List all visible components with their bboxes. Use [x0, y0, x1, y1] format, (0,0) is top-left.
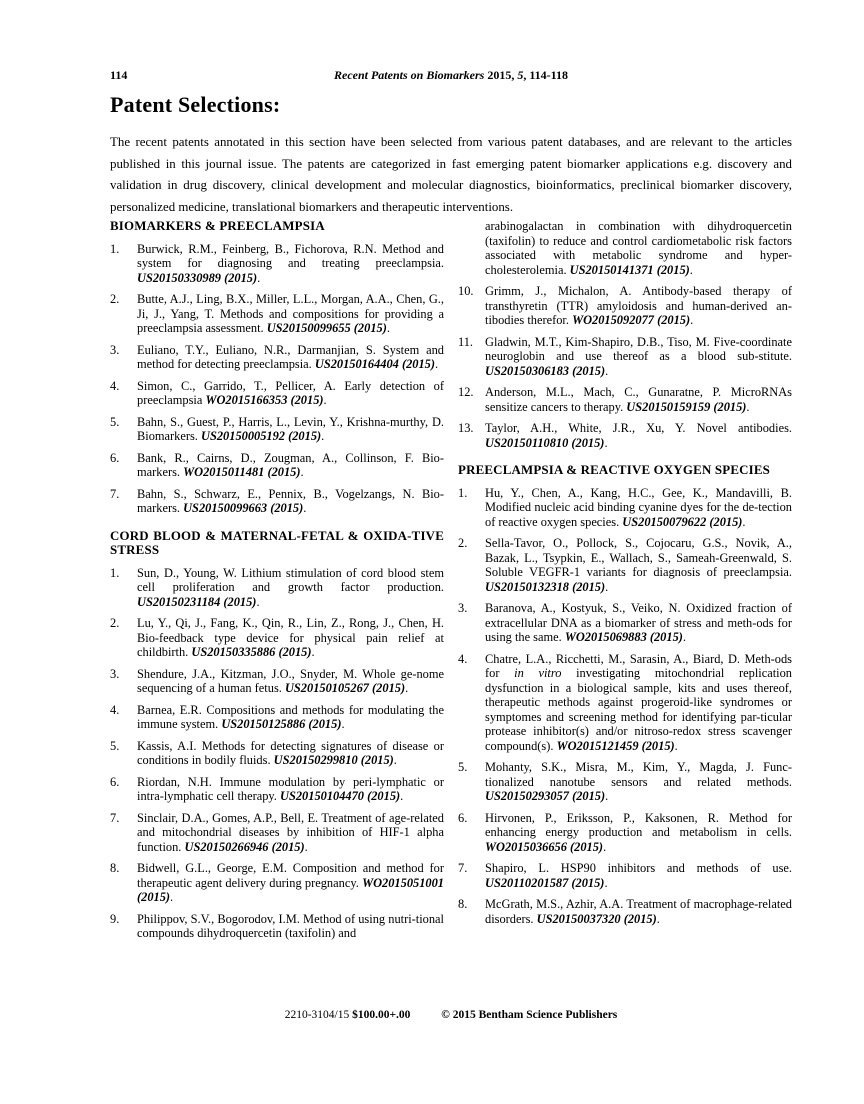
reference-text: Shendure, J.A., Kitzman, J.O., Snyder, M. Whole ge-nome sequencing of a human fetus. US20150105267 (2015).: [137, 666, 444, 695]
reference-number: 6.: [110, 774, 120, 789]
reference-text: Barnea, E.R. Compositions and methods for modulating the immune system. US20150125886 (2015).: [137, 702, 444, 731]
reference-text: Grimm, J., Michalon, A. Antibody-based therapy of transthyretin (TTR) amyloidosis and human-derived an-tibodies therefor. WO2015092077 (2015).: [485, 284, 792, 327]
section-heading: PREECLAMPSIA & REACTIVE OXYGEN SPECIES: [458, 463, 771, 477]
reference-item: [110, 912, 444, 941]
reference-text: Bahn, S., Guest, P., Harris, L., Levin, Y., Krishna-murthy, D. Biomarkers. US20150005192 (2015).: [137, 414, 444, 443]
reference-item: [458, 601, 792, 645]
reference-number: 1.: [110, 565, 120, 580]
reference-item: [110, 487, 444, 516]
reference-text: Butte, A.J., Ling, B.X., Miller, L.L., Morgan, A.A., Chen, G., Ji, J., Yang, T. Methods and compositions for providing a preeclampsia assessment. US20150099655 (2015).: [137, 292, 444, 335]
reference-number: 1.: [110, 241, 120, 256]
intro-paragraph: The recent patents annotated in this section have been selected from various patent databases, and are relevant to the articles published in this journal issue. The patents are categorized in fast emerging patent biomarker applications e.g. discovery and validation in drug discovery, clinical development and molecular diagnostics, bioinformatics, preclinical biomarker discovery, personalized medicine, translational biomarkers and therapeutic interventions.: [110, 135, 792, 214]
reference-item: [458, 652, 792, 754]
reference-number: 8.: [458, 897, 468, 911]
reference-text: Sella-Tavor, O., Pollock, S., Cojocaru, G.S., Novik, A., Bazak, L., Tsypkin, E., Wallach, S., Sameah-Greenwald, S. Soluble VEGFR-1 variants for diagnosis of preeclampsia. US20150132318 (2015).: [485, 536, 792, 594]
copyright-notice: © 2015 Bentham Science Publishers: [441, 1009, 618, 1021]
reference-item: [458, 385, 792, 414]
reference-item: [110, 242, 444, 286]
reference-text: Lu, Y., Qi, J., Fang, K., Qin, R., Lin, Z., Rong, J., Chen, H. Bio-feedback type device for physical pain relief at childbirth. US20150335886 (2015).: [137, 616, 444, 659]
reference-number: 4.: [110, 702, 120, 717]
reference-text: Bahn, S., Schwarz, E., Pennix, B., Vogelzangs, N. Bio-markers. US20150099663 (2015).: [137, 486, 444, 515]
reference-number: 2.: [110, 616, 120, 630]
reference-text: Sun, D., Young, W. Lithium stimulation of cord blood stem cell proliferation and growth factor production. US20150231184 (2015).: [137, 565, 444, 609]
reference-item: [110, 739, 444, 768]
journal-pages: , 114-118: [523, 68, 568, 82]
reference-number: 1.: [458, 485, 468, 500]
reference-number: 4.: [110, 378, 120, 393]
price: $100.00+.00: [352, 1009, 411, 1021]
reference-item: [458, 284, 792, 328]
reference-number: 5.: [458, 760, 468, 774]
reference-item: [110, 415, 444, 444]
page-number: 114: [110, 68, 128, 82]
reference-item: [458, 760, 792, 804]
reference-text: Anderson, M.L., Mach, C., Gunaratne, P. MicroRNAs sensitize cancers to therapy. US20150159159 (2015).: [485, 385, 792, 414]
page-title: Patent Selections:: [110, 92, 281, 117]
reference-number: 2.: [110, 292, 120, 306]
reference-text: Taylor, A.H., White, J.R., Xu, Y. Novel antibodies. US20150110810 (2015).: [485, 421, 792, 450]
reference-number: 2.: [458, 536, 468, 550]
reference-number: 3.: [110, 666, 120, 681]
reference-number: 6.: [458, 810, 468, 825]
section-heading: BIOMARKERS & PREECLAMPSIA: [110, 219, 325, 233]
reference-item: [110, 703, 444, 732]
reference-text: Riordan, N.H. Immune modulation by peri-lymphatic or intra-lymphatic cell therapy. US20150104470 (2015).: [137, 774, 444, 803]
reference-item: [110, 775, 444, 804]
reference-item: [110, 667, 444, 696]
reference-item: [458, 486, 792, 530]
reference-number: 11.: [458, 334, 474, 349]
reference-number: 7.: [110, 486, 120, 501]
running-title: [334, 68, 568, 82]
journal-year: 2015,: [484, 68, 518, 82]
reference-columns: [110, 219, 792, 948]
reference-number: 3.: [110, 342, 120, 357]
reference-item: [458, 861, 792, 890]
reference-item: [110, 343, 444, 372]
reference-item: [458, 811, 792, 855]
reference-item: [110, 616, 444, 660]
reference-text: Bank, R., Cairns, D., Zougman, A., Collinson, F. Bio-markers. WO2015011481 (2015).: [137, 450, 444, 479]
reference-number: 7.: [110, 810, 120, 825]
reference-text: Euliano, T.Y., Euliano, N.R., Darmanjian, S. System and method for detecting preeclampsia. US20150164404 (2015).: [137, 342, 444, 371]
reference-item: [110, 451, 444, 480]
reference-text: Sinclair, D.A., Gomes, A.P., Bell, E. Treatment of age-related and mitochondrial diseases by inhibition of HIF-1 alpha function. US20150266946 (2015).: [137, 810, 444, 854]
section-heading: CORD BLOOD & MATERNAL-FETAL & OXIDA-TIVE STRESS: [110, 528, 444, 557]
left-column: [110, 219, 444, 948]
reference-text: McGrath, M.S., Azhir, A.A. Treatment of macrophage-related disorders. US20150037320 (2015).: [485, 897, 792, 926]
reference-text: Mohanty, S.K., Misra, M., Kim, Y., Magda, J. Func-tionalized nanotube sensors and related methods. US20150293057 (2015).: [485, 760, 792, 803]
reference-number: 6.: [110, 450, 120, 465]
reference-text: Gladwin, M.T., Kim-Shapiro, D.B., Tiso, M. Five-coordinate neuroglobin and use thereof as a blood sub-stitute. US20150306183 (2015).: [485, 334, 792, 378]
reference-text: Bidwell, G.L., George, E.M. Composition and method for therapeutic agent delivery during pregnancy. WO2015051001 (2015).: [137, 861, 444, 904]
reference-number: 5.: [110, 414, 120, 429]
reference-text: Baranova, A., Kostyuk, S., Veiko, N. Oxidized fraction of extracellular DNA as a biomarker of stress and meth-ods for using the same. WO2015069883 (2015).: [485, 601, 792, 644]
reference-item: [110, 861, 444, 905]
reference-text: arabinogalactan in combination with dihydroquercetin (taxifolin) to reduce and control cardiometabolic risk factors associated with metabolic syndrome and hyper-cholesterolemia. US20150141371 (2015).: [485, 219, 792, 277]
reference-item: [110, 566, 444, 610]
reference-number: 9.: [110, 911, 120, 926]
issn-price: [285, 1009, 411, 1021]
reference-item: [110, 292, 444, 336]
reference-text: Hu, Y., Chen, A., Kang, H.C., Gee, K., Mandavilli, B. Modified nucleic acid binding cyanine dyes for the de-tection of reactive oxygen species. US20150079622 (2015).: [485, 485, 792, 529]
journal-volume: 5: [517, 68, 524, 82]
reference-number: 13.: [458, 421, 474, 435]
reference-item: [458, 421, 792, 450]
reference-number: 5.: [110, 738, 120, 753]
reference-text: Philippov, S.V., Bogorodov, I.M. Method of using nutri-tional compounds dihydroquercetin (taxifolin) and: [137, 911, 444, 940]
reference-text: Kassis, A.I. Methods for detecting signatures of disease or conditions in bodily fluids. US20150299810 (2015).: [137, 738, 444, 767]
reference-text: Burwick, R.M., Feinberg, B., Fichorova, R.N. Method and system for diagnosing and treating preeclampsia. US20150330989 (2015).: [137, 241, 444, 285]
page-header: [110, 68, 792, 83]
reference-number: 8.: [110, 861, 120, 875]
reference-item: [458, 536, 792, 594]
reference-number: 4.: [458, 651, 468, 666]
reference-text: Hirvonen, P., Eriksson, P., Kaksonen, R. Method for enhancing energy production and metabolism in cells. WO2015036656 (2015).: [485, 810, 792, 854]
reference-text: Chatre, L.A., Ricchetti, M., Sarasin, A., Biard, D. Meth-ods for in vitro investigating mitochondrial replication dysfunction in a biological sample, kits and uses thereof, therapeutic methods against progeroid-like syndromes or symptomes and screening method for identifying par-ticular protease inhibitor(s) and/or nitroso-redox stress scavenger compound(s). WO2015121459 (2015).: [485, 651, 792, 753]
reference-continuation: [458, 219, 792, 277]
reference-number: 7.: [458, 861, 468, 875]
issn-code: 2210-3104/15: [284, 1009, 353, 1021]
reference-item: [110, 811, 444, 855]
reference-item: [110, 379, 444, 408]
reference-number: 3.: [458, 601, 468, 615]
reference-item: [458, 897, 792, 926]
reference-item: [458, 335, 792, 379]
reference-text: Shapiro, L. HSP90 inhibitors and methods of use. US20110201587 (2015).: [485, 861, 792, 890]
page-footer: [110, 1009, 792, 1021]
right-column: [458, 219, 792, 948]
reference-number: 12.: [458, 385, 474, 399]
journal-name: Recent Patents on Biomarkers: [333, 68, 485, 82]
reference-text: Simon, C., Garrido, T., Pellicer, A. Early detection of preeclampsia WO2015166353 (2015).: [137, 378, 444, 407]
reference-number: 10.: [458, 284, 474, 298]
